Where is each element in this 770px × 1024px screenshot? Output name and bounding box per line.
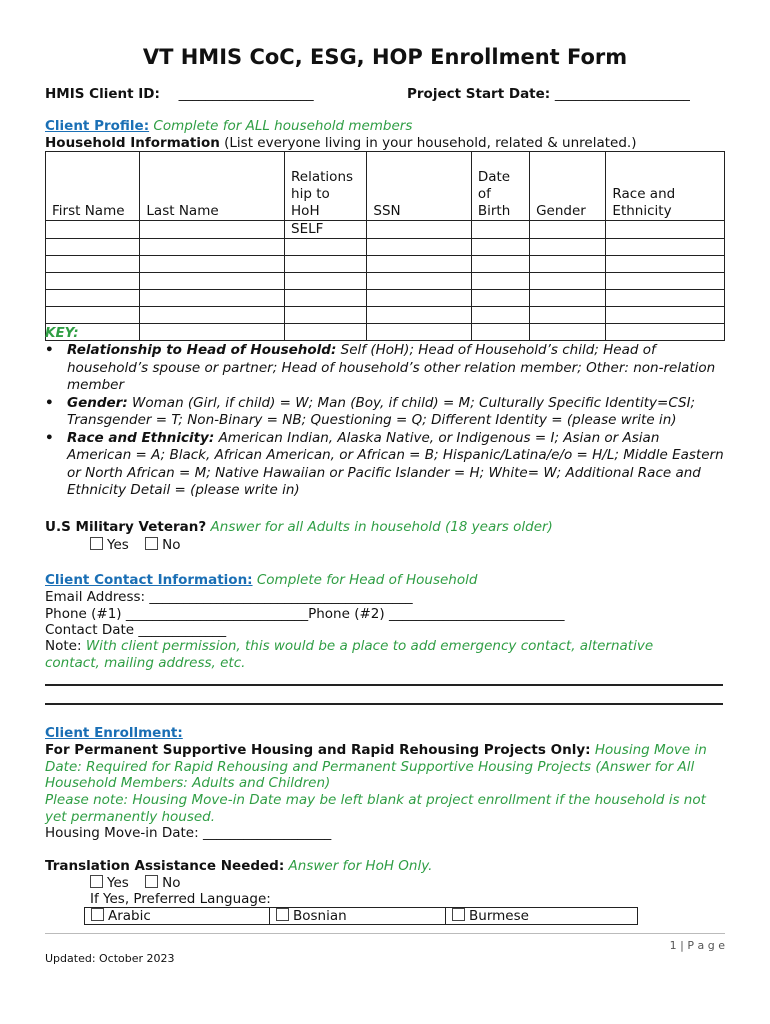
checkbox-icon[interactable]: [145, 537, 158, 550]
household-info-label: Household Information: [45, 135, 220, 151]
table-cell[interactable]: [606, 239, 725, 256]
veteran-no-option[interactable]: [145, 537, 180, 553]
key-text: Self (HoH); Head of Household’s child; Head of household’s spouse or partner; Head of household’s other relation member; Other: non-relation member: [67, 342, 716, 393]
write-in-line[interactable]: [45, 703, 723, 705]
enrollment-heading: Client Enrollment:: [45, 725, 183, 741]
footer-divider: [45, 933, 725, 934]
contact-note: Complete for Head of Household: [256, 572, 478, 588]
table-cell[interactable]: [471, 290, 529, 307]
translation-note: Answer for HoH Only.: [288, 858, 433, 874]
column-header: Last Name: [140, 152, 285, 221]
table-cell[interactable]: [530, 239, 606, 256]
key-item: [45, 395, 725, 430]
form-title: VT HMIS CoC, ESG, HOP Enrollment Form: [142, 45, 628, 69]
household-info-note: (List everyone living in your household, related & unrelated.): [224, 135, 637, 151]
table-cell[interactable]: [367, 307, 471, 324]
veteran-note: Answer for all Adults in household (18 years older): [210, 519, 553, 535]
checkbox-icon[interactable]: [90, 537, 103, 550]
table-cell[interactable]: [140, 221, 285, 239]
table-cell[interactable]: [285, 256, 367, 273]
key-term: Race and Ethnicity:: [67, 429, 215, 446]
phone2-blank[interactable]: __________________________: [388, 606, 565, 622]
write-in-line[interactable]: [45, 684, 723, 686]
language-label: Burmese: [469, 908, 529, 924]
table-cell[interactable]: [530, 290, 606, 307]
translation-no-option[interactable]: [145, 875, 180, 891]
key-text: American Indian, Alaska Native, or Indigenous = I; Asian or Asian American = A; Black, African American, or African = B; Hispanic/Latina/e/o = H/L; Middle Eastern or North African = M; Native Hawaiian or Pacific Islander = H; White= W; Additional Race and Ethnicity Detail = (please write in): [67, 429, 724, 498]
table-cell[interactable]: [46, 256, 140, 273]
table-cell[interactable]: [530, 221, 606, 239]
start-date-blank[interactable]: ____________________: [554, 86, 690, 102]
key-item: [45, 342, 725, 395]
page-indicator: [670, 937, 725, 954]
table-cell[interactable]: [140, 239, 285, 256]
contact-heading: Client Contact Information:: [45, 572, 253, 588]
page-label: | P a g e: [680, 939, 725, 952]
key-term: Gender:: [67, 394, 128, 411]
table-cell[interactable]: [367, 239, 471, 256]
table-cell[interactable]: [46, 290, 140, 307]
note-label: Note:: [45, 638, 82, 654]
veteran-row: [45, 519, 553, 536]
table-cell[interactable]: [285, 239, 367, 256]
client-id-label: HMIS Client ID:: [45, 86, 160, 102]
table-cell[interactable]: [471, 221, 529, 239]
table-cell[interactable]: [285, 273, 367, 290]
language-option[interactable]: [446, 908, 638, 925]
contact-note-block: [45, 638, 695, 672]
table-cell[interactable]: [140, 290, 285, 307]
table-cell[interactable]: [140, 273, 285, 290]
table-cell[interactable]: [471, 307, 529, 324]
updated-date: Updated: October 2023: [45, 952, 175, 965]
phone1-blank[interactable]: ___________________________: [125, 606, 309, 622]
column-header: Gender: [530, 152, 606, 221]
email-blank[interactable]: _______________________________________: [149, 589, 413, 605]
start-date-field: [407, 86, 690, 103]
veteran-yes-option[interactable]: [90, 537, 129, 553]
key-item: [45, 430, 725, 500]
language-table: [84, 907, 638, 925]
column-header: Race and Ethnicity: [606, 152, 725, 221]
table-cell[interactable]: [606, 307, 725, 324]
table-row: [46, 290, 725, 307]
translation-no-label: No: [162, 875, 181, 891]
table-row: [46, 221, 725, 239]
table-cell[interactable]: [530, 256, 606, 273]
table-cell[interactable]: [367, 221, 471, 239]
client-id-blank[interactable]: ____________________: [178, 86, 314, 102]
checkbox-icon[interactable]: [91, 908, 104, 921]
checkbox-icon[interactable]: [452, 908, 465, 921]
key-term: Relationship to Head of Household:: [67, 342, 337, 358]
table-cell[interactable]: [46, 221, 140, 239]
psh-note: Housing Move in Date: Required for Rapid Rehousing and Permanent Supportive Housing Projects (Answer for All Household Members: Adults and Children): [45, 742, 707, 791]
key-list: [45, 342, 725, 500]
relationship-self-cell: SELF: [285, 221, 367, 239]
table-cell[interactable]: [46, 307, 140, 324]
move-in-blank[interactable]: ___________________: [202, 825, 332, 841]
column-header: First Name: [46, 152, 140, 221]
move-in-label: Housing Move-in Date:: [45, 825, 199, 841]
contact-date-blank[interactable]: _____________: [138, 622, 227, 638]
language-option[interactable]: [270, 908, 446, 925]
veteran-no-label: No: [162, 537, 181, 553]
phone-fields: [45, 606, 564, 623]
column-header: SSN: [367, 152, 471, 221]
table-row: [46, 239, 725, 256]
veteran-yes-label: Yes: [107, 537, 129, 553]
translation-label: Translation Assistance Needed:: [45, 858, 285, 874]
table-cell[interactable]: [285, 290, 367, 307]
phone1-label: Phone (#1): [45, 606, 122, 622]
page-number: 1: [669, 939, 677, 952]
table-cell[interactable]: [471, 256, 529, 273]
client-profile-heading: Client Profile:: [45, 118, 150, 134]
veteran-options: [90, 537, 180, 554]
table-row: [46, 256, 725, 273]
table-row: [46, 307, 725, 324]
checkbox-icon[interactable]: [90, 875, 103, 888]
key-text: Woman (Girl, if child) = W; Man (Boy, if child) = M; Culturally Specific Identity=CSI; Transgender = T; Non-Binary = NB; Questioning = Q; Different Identity = (please write in): [67, 394, 696, 428]
client-profile-heading-row: [45, 118, 412, 135]
translation-row: [45, 858, 432, 875]
table-cell[interactable]: [367, 256, 471, 273]
note-text: With client permission, this would be a place to add emergency contact, alternative contact, mailing address, etc.: [45, 638, 654, 671]
table-cell[interactable]: [46, 239, 140, 256]
email-field: [45, 589, 413, 606]
table-cell[interactable]: [606, 256, 725, 273]
contact-date-field: [45, 622, 226, 639]
key-section: [45, 325, 725, 500]
veteran-label: U.S Military Veteran?: [45, 519, 207, 535]
language-label: Bosnian: [293, 908, 347, 924]
psh-label: For Permanent Supportive Housing and Rapid Rehousing Projects Only:: [45, 742, 591, 758]
table-header-row: [46, 152, 725, 221]
client-id-field: [45, 86, 314, 103]
table-row: [46, 273, 725, 290]
table-cell[interactable]: [285, 307, 367, 324]
language-row: [85, 908, 638, 925]
enrollment-heading-row: [45, 725, 183, 742]
contact-date-label: Contact Date: [45, 622, 135, 638]
table-cell[interactable]: [606, 273, 725, 290]
client-profile-note: Complete for ALL household members: [153, 118, 413, 134]
table-cell[interactable]: [530, 273, 606, 290]
table-cell[interactable]: [46, 273, 140, 290]
household-info-row: [45, 135, 636, 152]
language-label: Arabic: [108, 908, 151, 924]
table-cell[interactable]: [471, 273, 529, 290]
language-option[interactable]: [85, 908, 270, 925]
table-cell[interactable]: [530, 307, 606, 324]
move-in-please-note: Please note: Housing Move-in Date may be left blank at project enrollment if the household is not yet permanently housed.: [45, 792, 706, 825]
contact-heading-row: [45, 572, 477, 589]
checkbox-icon[interactable]: [145, 875, 158, 888]
column-header: Relations hip to HoH: [285, 152, 367, 221]
phone2-label: Phone (#2): [308, 606, 385, 622]
table-cell[interactable]: [471, 239, 529, 256]
translation-options: [90, 875, 180, 892]
column-header: Date of Birth: [471, 152, 529, 221]
start-date-label: Project Start Date:: [407, 86, 551, 102]
table-cell[interactable]: [367, 290, 471, 307]
translation-yes-option[interactable]: [90, 875, 129, 891]
move-in-field: [45, 825, 331, 842]
email-label: Email Address:: [45, 589, 146, 605]
table-cell[interactable]: [606, 290, 725, 307]
translation-yes-label: Yes: [107, 875, 129, 891]
table-cell[interactable]: [367, 273, 471, 290]
table-cell[interactable]: [606, 221, 725, 239]
table-cell[interactable]: [140, 256, 285, 273]
key-label: KEY:: [45, 325, 79, 341]
table-cell[interactable]: [140, 307, 285, 324]
preferred-language-prompt: If Yes, Preferred Language:: [90, 891, 271, 907]
checkbox-icon[interactable]: [276, 908, 289, 921]
psh-block: [45, 742, 725, 792]
household-table: [45, 151, 725, 341]
